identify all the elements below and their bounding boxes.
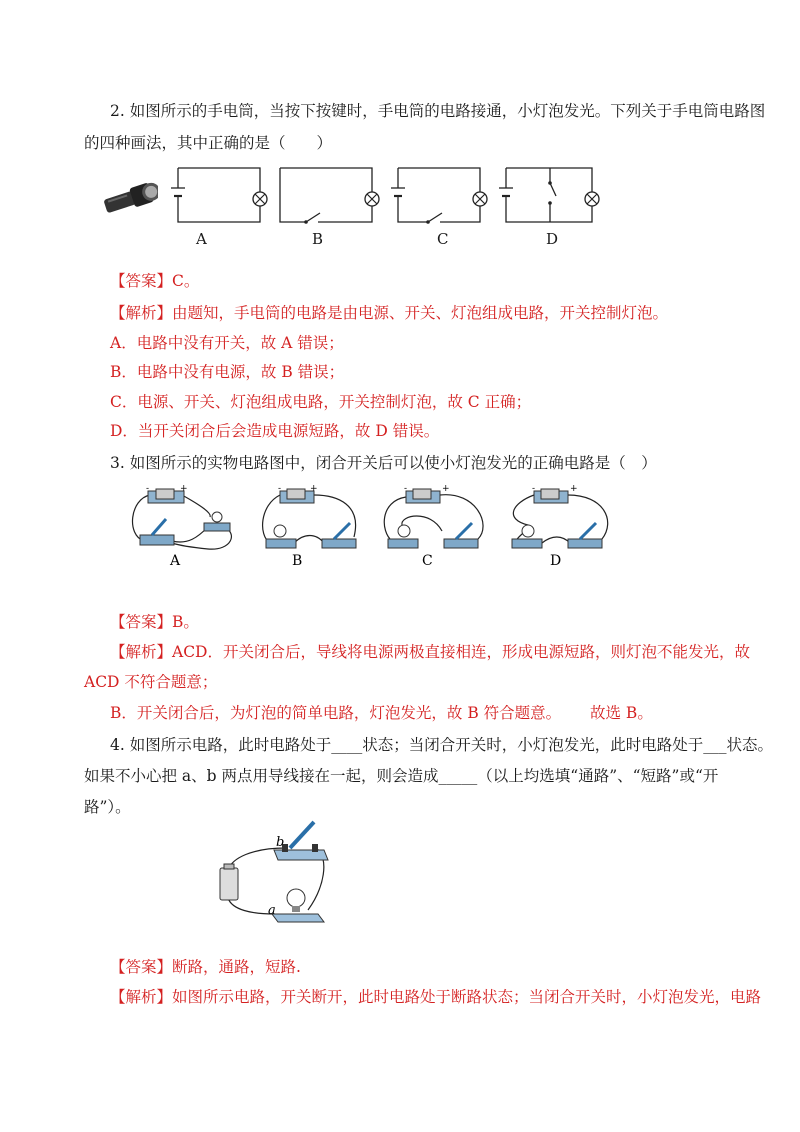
svg-text:-: - — [278, 485, 282, 494]
q3-option-c-label: C — [422, 553, 433, 565]
q2-analysis-c: C．电源、开关、灯泡组成电路，开关控制灯泡，故 C 正确； — [110, 393, 532, 411]
svg-text:-: - — [146, 485, 150, 494]
q4-analysis: 【解析】如图所示电路，开关断开，此时电路处于断路状态；当闭合开关时，小灯泡发光，电路 — [110, 988, 762, 1006]
q2-stem-line2: 的四种画法，其中正确的是（ ） — [84, 134, 333, 152]
point-a-label: a — [268, 903, 276, 918]
q2-analysis: 【解析】由题知，手电筒的电路是由电源、开关、灯泡组成电路，开关控制灯泡。 — [110, 304, 669, 322]
q2-stem-line1: 2. 如图所示的手电筒，当按下按键时，手电筒的电路接通，小灯泡发光。下列关于手电筒电路图 — [110, 102, 766, 120]
svg-text:-: - — [404, 485, 408, 494]
q2-answer: 【答案】C。 — [110, 272, 200, 290]
q3-option-b-label: B — [292, 553, 303, 565]
circuit-diagram-c — [384, 165, 496, 229]
q4-stem-line3: 路”）。 — [84, 798, 131, 816]
q3-answer: 【答案】B。 — [110, 613, 199, 631]
q3-analysis-line3: B．开关闭合后，为灯泡的简单电路，灯泡发光，故 B 符合题意。 — [110, 704, 562, 722]
q3-option-a-label: A — [170, 553, 181, 565]
flashlight-image — [100, 180, 158, 220]
q3-option-d-label: D — [550, 553, 562, 565]
q4-circuit-figure — [212, 818, 338, 938]
q4-stem-line2: 如果不小心把 a、b 两点用导线接在一起，则会造成_____（以上均选填“通路”、“短路”或“开 — [84, 767, 719, 785]
circuit-diagram-d — [496, 165, 608, 229]
point-b-label: b — [276, 835, 285, 850]
circuit-diagram-b — [276, 165, 388, 229]
circuit-diagram-a — [160, 165, 270, 229]
q2-option-c-label: C — [437, 230, 449, 248]
physical-circuit-d — [504, 485, 616, 569]
physical-circuit-c — [380, 485, 492, 569]
physical-circuit-a — [128, 485, 240, 569]
q2-option-a-label: A — [196, 230, 207, 248]
q2-analysis-b: B．电路中没有电源，故 B 错误； — [110, 363, 345, 381]
svg-text:+: + — [180, 485, 188, 494]
q2-analysis-a: A．电路中没有开关，故 A 错误； — [110, 334, 344, 352]
q3-stem: 3. 如图所示的实物电路图中，闭合开关后可以使小灯泡发光的正确电路是（ ） — [110, 454, 657, 472]
svg-text:+: + — [442, 485, 450, 494]
q4-stem-line1: 4. 如图所示电路，此时电路处于____状态；当闭合开关时，小灯泡发光，此时电路处于___状态。 — [110, 736, 773, 754]
svg-text:+: + — [570, 485, 578, 494]
q2-analysis-d: D．当开关闭合后会造成电源短路，故 D 错误。 — [110, 422, 440, 440]
q4-answer: 【答案】断路，通路，短路. — [110, 958, 301, 976]
svg-text:+: + — [310, 485, 318, 494]
q2-option-d-label: D — [546, 230, 559, 248]
q2-option-b-label: B — [312, 230, 324, 248]
q3-analysis-line2: ACD 不符合题意； — [84, 673, 218, 691]
physical-circuit-b — [258, 485, 370, 569]
q3-final-choice: 故选 B。 — [590, 704, 653, 722]
q3-analysis-line1: 【解析】ACD．开关闭合后，导线将电源两极直接相连，形成电源短路，则灯泡不能发光，故 — [110, 643, 750, 661]
svg-text:-: - — [532, 485, 536, 494]
